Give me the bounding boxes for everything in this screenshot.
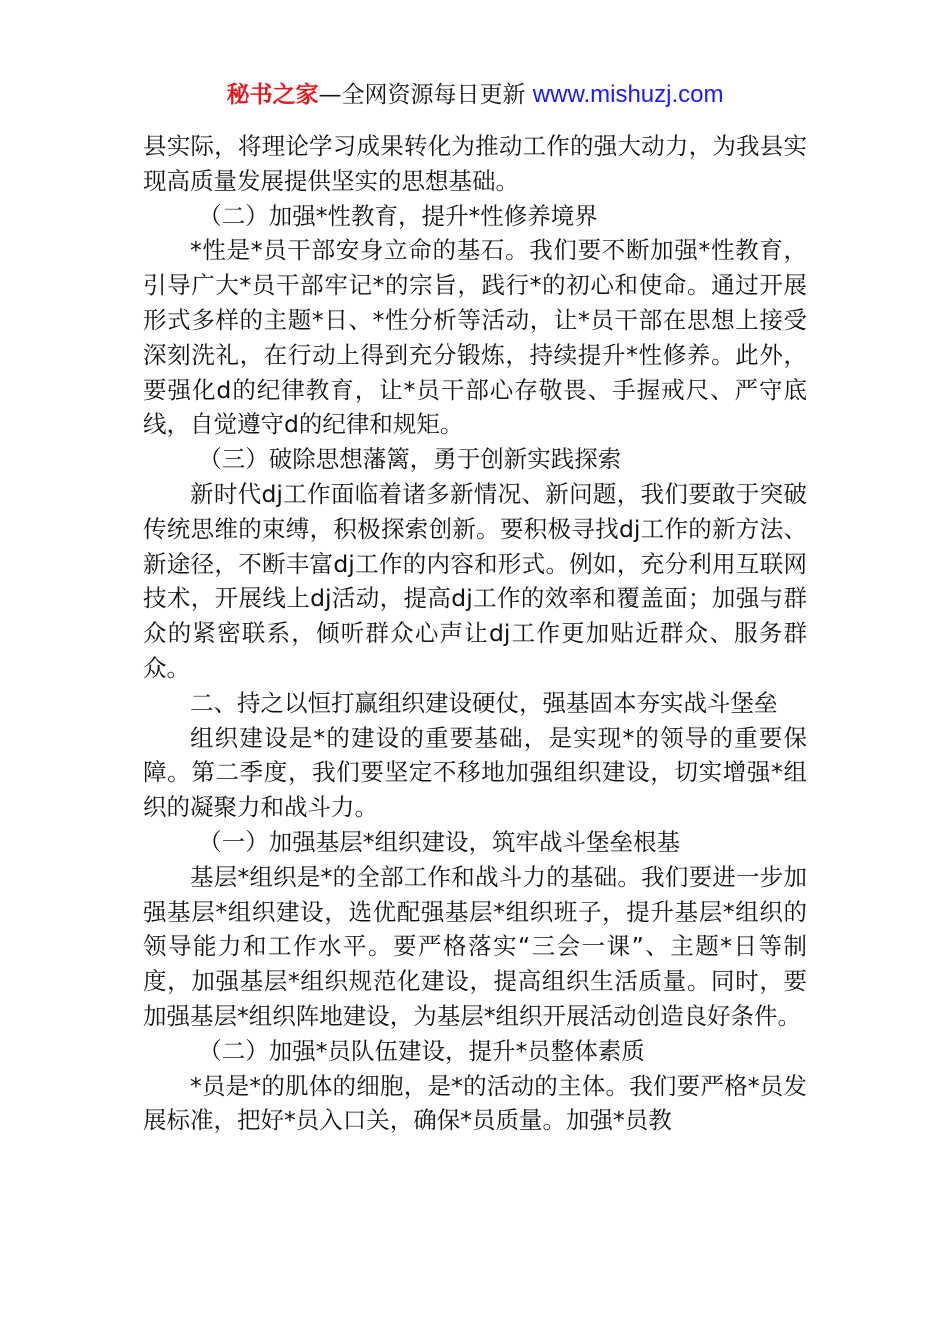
subheading: （二）加强*性教育，提升*性修养境界 xyxy=(198,201,598,230)
document-body xyxy=(143,129,807,1138)
brand-name: 秘书之家 xyxy=(226,82,319,108)
subheading: （二）加强*员队伍建设，提升*员整体素质 xyxy=(198,1036,645,1065)
subheading: （一）加强基层*组织建设，筑牢战斗堡垒根基 xyxy=(198,827,680,856)
body-paragraph: *性是*员干部安身立命的基石。我们要不断加强*性教育，引导广大*员干部牢记*的宗旨，践行*的初心和使命。通过开展形式多样的主题*日、*性分析等活动，让*员干部在思想上接受深刻洗礼，在行动上得到充分锻炼，持续提升*性修养。此外，要强化d的纪律教育，让*员干部心存敬畏、手握戒尺、严守底线，自觉遵守d的纪律和规矩。 xyxy=(143,236,807,439)
site-url-link[interactable]: www.mishuzj.com xyxy=(532,81,724,108)
body-paragraph: 新时代dj工作面临着诸多新情况、新问题，我们要敢于突破传统思维的束缚，积极探索创新。要积极寻找dj工作的新方法、新途径，不断丰富dj工作的内容和形式。例如，充分利用互联网技术，开展线上dj活动，提高dj工作的效率和覆盖面；加强与群众的紧密联系，倾听群众心声让dj工作更加贴近群众、服务群众。 xyxy=(143,479,807,682)
site-header xyxy=(0,80,950,110)
body-paragraph: 组织建设是*的建设的重要基础，是实现*的领导的重要保障。第二季度，我们要坚定不移地加强组织建设，切实增强*组织的凝聚力和战斗力。 xyxy=(143,723,807,822)
subheading: （三）破除思想藩篱，勇于创新实践探索 xyxy=(198,445,622,474)
body-paragraph: *员是*的肌体的细胞，是*的活动的主体。我们要严格*员发展标准，把好*员入口关，确保*员质量。加强*员教 xyxy=(143,1071,807,1135)
paragraph-continuation: 县实际，将理论学习成果转化为推动工作的强大动力，为我县实现高质量发展提供坚实的思想基础。 xyxy=(143,132,807,195)
section-heading: 二、持之以恒打赢组织建设硬仗，强基固本夯实战斗堡垒 xyxy=(190,688,778,717)
body-paragraph: 基层*组织是*的全部工作和战斗力的基础。我们要进一步加强基层*组织建设，选优配强基层*组织班子，提升基层*组织的领导能力和工作水平。要严格落实“三会一课”、主题*日等制度，加强基层*组织规范化建设，提高组织生活质量。同时，要加强基层*组织阵地建设，为基层*组织开展活动创造良好条件。 xyxy=(143,862,807,1030)
header-tagline: —全网资源每日更新 xyxy=(318,82,526,108)
